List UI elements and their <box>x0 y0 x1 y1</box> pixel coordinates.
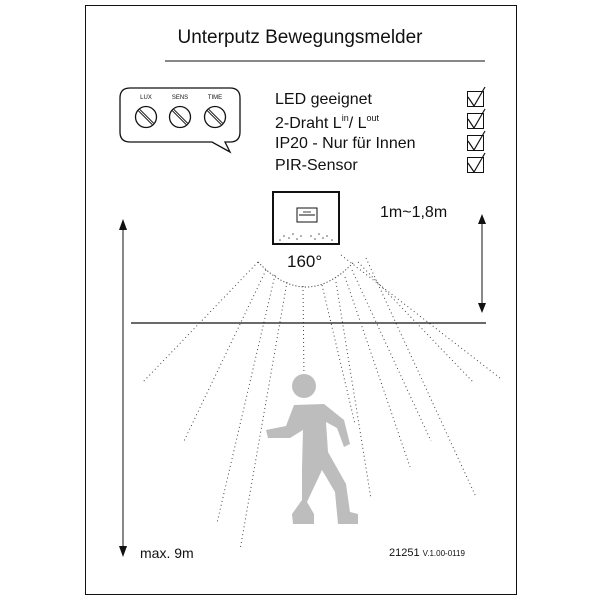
walking-person-icon <box>266 374 358 524</box>
sensor-device-icon <box>273 192 339 244</box>
feature-2-wire-mid: / L <box>348 115 367 132</box>
detection-ray <box>366 258 476 497</box>
feature-ip20: IP20 - Nur für Innen <box>275 135 416 152</box>
detection-ray <box>143 262 258 382</box>
sup-out: out <box>366 113 380 123</box>
detection-ray <box>336 282 371 499</box>
feature-pir: PIR-Sensor <box>275 157 358 174</box>
check-icon <box>468 153 486 173</box>
time-knob-icon <box>205 107 226 128</box>
feature-led: LED geeignet <box>275 91 372 108</box>
detection-ray <box>352 270 431 441</box>
detection-rays <box>143 255 500 550</box>
diagram-title: Unterputz Bewegungsmelder <box>177 27 423 48</box>
lux-knob-icon <box>136 107 157 128</box>
mounting-height-label: 1m~1,8m <box>380 204 448 221</box>
feature-2-wire <box>275 113 379 133</box>
detection-ray <box>341 255 500 378</box>
sup-in: in <box>341 113 349 123</box>
detection-ray <box>303 286 304 380</box>
sens-knob-label: SENS <box>171 95 189 101</box>
version-number: V.1.00-0119 <box>422 549 465 558</box>
check-icon <box>468 109 486 129</box>
feature-checkboxes <box>468 87 486 173</box>
detection-angle-label: 160° <box>287 252 323 271</box>
detection-range-arrow <box>119 219 127 557</box>
sens-knob-icon <box>170 107 191 128</box>
time-knob-label: TIME <box>207 95 223 101</box>
check-icon <box>468 87 486 107</box>
feature-2-wire-pre: 2-Draht L <box>275 115 342 132</box>
lux-knob-label: LUX <box>140 95 152 101</box>
article-code <box>389 547 465 559</box>
check-icon <box>468 131 486 151</box>
detection-ray <box>322 285 355 424</box>
max-range-label: max. 9m <box>140 545 194 561</box>
article-number: 21251 <box>389 547 420 559</box>
detection-ray <box>184 270 266 441</box>
mounting-height-arrow <box>478 214 486 313</box>
detection-ray <box>217 275 275 523</box>
